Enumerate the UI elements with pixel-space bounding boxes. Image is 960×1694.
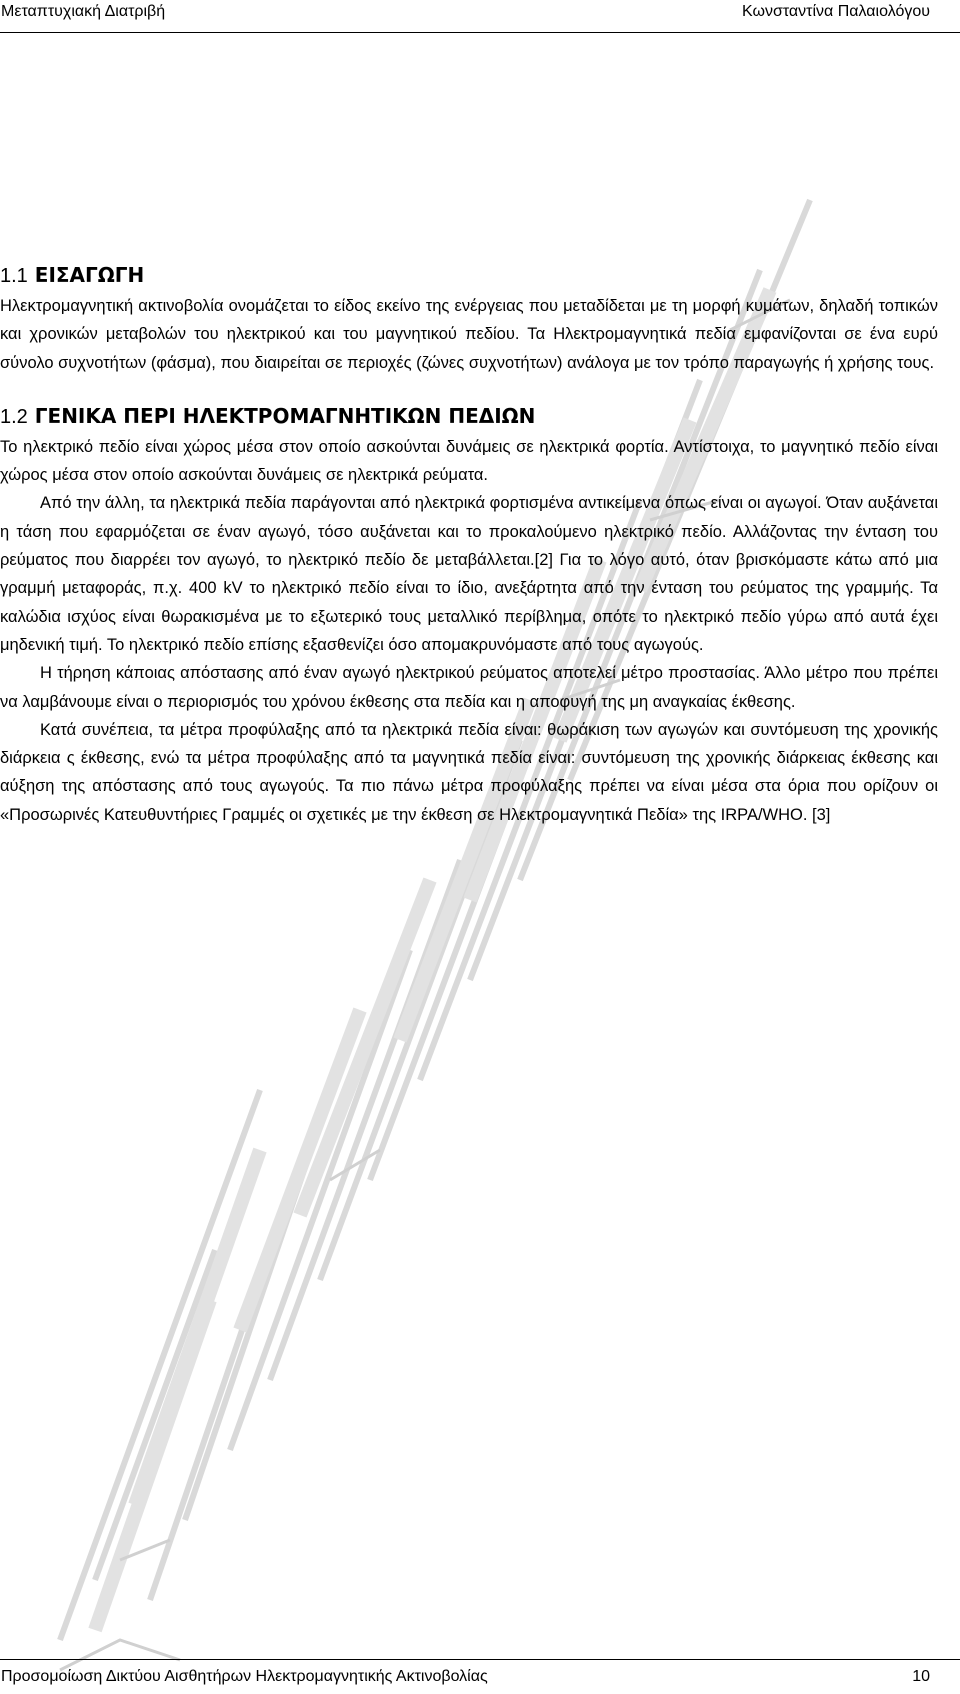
page-footer [0,1659,960,1694]
page-header [0,0,960,33]
paragraph-distance-protection: Η τήρηση κάποιας απόστασης από έναν αγωγό ηλεκτρικού ρεύματος αποτελεί μέτρο προστασίας. Άλλο μέτρο που πρέπει να λαμβάνουμε είναι ο περιορισμός του χρόνου έκθεσης στα πεδία και η αποφυγή της μη αναγκαίας έκθεσης. [0,664,938,711]
footer-title: Προσομοίωση Δικτύου Αισθητήρων Ηλεκτρομαγνητικής Ακτινοβολίας [1,1668,488,1685]
section-title: ΕΙΣΑΓΩΓΗ [34,263,145,287]
section-number: 1.2 [0,405,28,428]
paragraph-fields-definition: Το ηλεκτρικό πεδίο είναι χώρος μέσα στον οποίο ασκούνται δυνάμεις σε ηλεκτρικά φορτία. Αντίστοιχα, το μαγνητικό πεδίο είναι χώρος μέσα στον οποίο ασκούνται δυνάμεις σε ηλεκτρικά ρεύματα. [0,437,938,485]
page-number: 10 [912,1668,930,1685]
section-title: ΓΕΝΙΚΑ ΠΕΡΙ ΗΛΕΚΤΡΟΜΑΓΝΗΤΙΚΩΝ ΠΕΔΙΩΝ [34,403,536,428]
document-body [0,258,938,829]
section-number: 1.1 [0,265,28,287]
header-author: Κωνσταντίνα Παλαιολόγου [741,3,930,20]
section-heading-general [0,399,938,433]
paragraph-electric-fields: Από την άλλη, τα ηλεκτρικά πεδία παράγονται από ηλεκτρικά φορτισμένα αντικείμενα όπως είναι οι αγωγοί. Όταν αυξάνεται η τάση που εφαρμόζεται σε έναν αγωγό, τόσο αυξάνεται και το προκαλούμενο ηλεκτρικό πεδίο. Αλλάζοντας την ένταση του ρεύματος που διαρρέει τον αγωγό, το ηλεκτρικό πεδίο δε μεταβάλλεται.[2] Για το λόγο αυτό, όταν βρισκόμαστε κάτω από μια γραμμή μεταφοράς, π.χ. 400 kV το ηλεκτρικό πεδίο είναι το ίδιο, ανεξάρτητα από την ένταση του ρεύματος της γραμμής. Τα καλώδια ισχύος είναι θωρακισμένα με το εξωτερικό τους μεταλλικό περίβλημα, οπότε το ηλεκτρικό πεδίο γύρω από αυτά έχει μηδενική τιμή. Το ηλεκτρικό πεδίο επίσης εξασθενίζει όσο απομακρυνόμαστε από τους αγωγούς. [0,494,938,654]
paragraph-protection-measures: Κατά συνέπεια, τα μέτρα προφύλαξης από τα ηλεκτρικά πεδία είναι: θωράκιση των αγωγών και συντόμευση της χρονικής διάρκεια ς έκθεσης, ενώ τα μέτρα προφύλαξης από τα μαγνητικά πεδία είναι: συντόμευση της χρονικής διάρκειας έκθεσης και αύξηση της απόστασης από τους αγωγούς. Τα πιο πάνω μέτρα προφύλαξης πρέπει να είναι μέσα στα όρια που ορίζουν οι «Προσωρινές Κατευθυντήριες Γραμμές οι σχετικές με την έκθεση σε Ηλεκτρομαγνητικά Πεδία» της IRPA/WHO. [3] [0,720,938,824]
paragraph-intro: Ηλεκτρομαγνητική ακτινοβολία ονομάζεται το είδος εκείνο της ενέργειας που μεταδίδεται με τη μορφή κυμάτων, δηλαδή τοπικών και χρονικών μεταβολών του ηλεκτρικού και του μαγνητικού πεδίου. Τα Ηλεκτρομαγνητικά πεδία εμφανίζονται σε ένα ευρύ σύνολο συχνοτήτων (φάσμα), που διαιρείται σε περιοχές (ζώνες συχνοτήτων) ανάλογα με τον τρόπο παραγωγής ή χρήσης τους. [0,297,938,372]
section-heading-intro [0,258,938,292]
header-thesis-type: Μεταπτυχιακή Διατριβή [1,3,166,20]
